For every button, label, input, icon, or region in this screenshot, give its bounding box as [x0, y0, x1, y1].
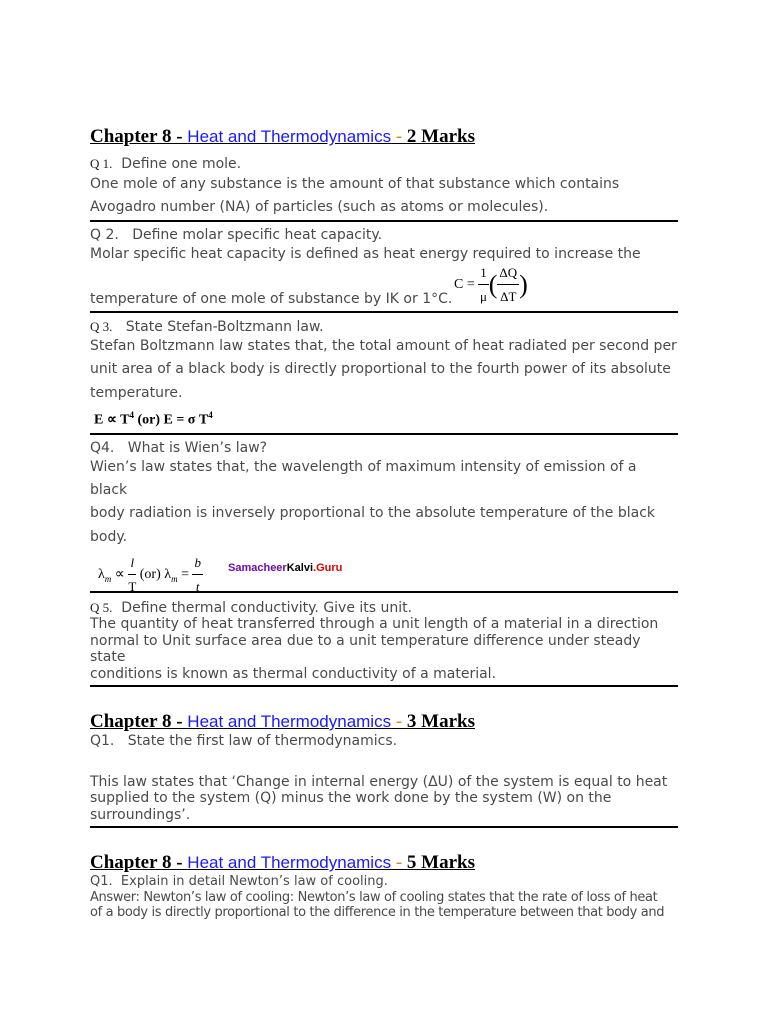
answer-line: unit area of a black body is directly proportional to the fourth power of its absolute — [90, 361, 671, 378]
chapter-heading-2-marks — [90, 126, 678, 150]
formula-fraction — [478, 261, 489, 309]
answer-line: Stefan Boltzmann law states that, the total amount of heat radiated per second per — [90, 338, 677, 355]
formula-lambda: λ — [98, 566, 105, 582]
answer — [90, 774, 678, 828]
question-block — [90, 227, 678, 314]
answer — [90, 456, 678, 593]
question-text: State the first law of thermodynamics. — [127, 732, 398, 749]
formula-or: (or) — [139, 566, 161, 582]
question-text: State Stefan-Boltzmann law. — [125, 319, 324, 336]
answer-line: This law states that ‘Change in internal energy (ΔU) of the system is equal to heat — [90, 773, 668, 790]
answer-line: normal to Unit surface area due to a unit temperature difference under steady state — [90, 632, 641, 666]
question-text: Define thermal conductivity. Give its unit. — [121, 599, 413, 616]
brand-part: Kalvi — [286, 561, 314, 574]
chapter-dash: - — [391, 126, 407, 147]
formula-part: (or) E = σ T — [133, 412, 209, 428]
chapter-prefix: Chapter 8 - — [90, 126, 188, 147]
chapter-topic-link[interactable]: Heat and Thermodynamics — [187, 711, 392, 731]
question-block — [90, 319, 678, 435]
answer — [90, 335, 678, 435]
answer — [90, 243, 678, 314]
answer — [90, 173, 678, 222]
chapter-prefix: Chapter 8 - — [90, 710, 188, 732]
answer-line: supplied to the system (Q) minus the work done by the system (W) on the — [90, 790, 612, 807]
chapter-dash: - — [391, 710, 407, 732]
question — [90, 227, 678, 243]
formula-fraction — [497, 261, 519, 309]
formula-subscript: m — [104, 573, 112, 584]
answer-line: Answer: Newton’s law of cooling: Newton’s law of cooling states that the rate of loss of heat — [90, 889, 658, 905]
brand-part: Samacheer — [228, 561, 287, 574]
formula-exponent: 4 — [129, 410, 134, 421]
answer-line: The quantity of heat transferred through a unit length of a material in a direction — [90, 615, 659, 632]
formula-numerator: 1 — [478, 261, 489, 285]
chapter-heading-3-marks — [90, 711, 678, 733]
formula-lhs: C = — [454, 276, 475, 292]
answer-line: Molar specific heat capacity is defined as heat energy required to increase the — [90, 245, 641, 262]
formula-fraction — [192, 551, 203, 599]
question-text: Define molar specific heat capacity. — [132, 226, 383, 243]
question-block — [90, 600, 678, 687]
answer-line: of a body is directly proportional to the difference in the temperature between that body and — [90, 905, 665, 921]
question — [90, 874, 678, 890]
formula-denominator: t — [195, 579, 200, 595]
question — [90, 600, 678, 616]
question-number: Q1. — [90, 873, 113, 889]
chapter-prefix: Chapter 8 - — [90, 851, 188, 873]
samacheerkalvi-logo — [228, 557, 342, 580]
answer-line: conditions is known as thermal conductivity of a material. — [90, 666, 497, 683]
formula-part: E ∝ T — [94, 412, 130, 428]
question — [90, 440, 678, 456]
formula-lambda: λ — [164, 566, 172, 582]
formula-fraction — [128, 551, 136, 599]
answer — [90, 890, 678, 921]
question-block — [90, 440, 678, 593]
molar-heat-formula: C = $\frac{1}{\mu}$ ( $\frac{\Delta Q}{\Delta T}$ ) — [454, 261, 528, 309]
answer-line: body radiation is inversely proportional to the absolute temperature of the black — [90, 505, 656, 522]
question — [90, 156, 678, 172]
question-text: What is Wien’s law? — [127, 439, 268, 456]
marks-label: 3 Marks — [406, 710, 475, 732]
formula-denominator: T — [128, 579, 137, 595]
question-number: Q 1. — [90, 156, 113, 171]
formula-subscript: m — [171, 573, 178, 584]
formula-numerator: l — [128, 551, 136, 575]
formula-exponent: 4 — [208, 410, 213, 421]
answer-line: Avogadro number (NA) of particles (such as atoms or molecules). — [90, 199, 549, 216]
chapter-dash: - — [391, 851, 407, 873]
marks-label: 2 Marks — [406, 126, 475, 147]
question-text: Define one mole. — [121, 156, 242, 172]
chapter-heading-5-marks — [90, 852, 678, 874]
answer-line: surroundings’. — [90, 807, 191, 824]
question-number: Q4. — [90, 439, 115, 456]
marks-label: 5 Marks — [406, 851, 475, 873]
formula-numerator: b — [192, 551, 203, 575]
answer-line: temperature of one mole of substance by IK or 1°C. — [90, 290, 453, 307]
formula-operator: = — [181, 566, 189, 582]
answer-line: Wien’s law states that, the wavelength of maximum intensity of emission of a black — [90, 458, 637, 499]
formula-operator: ∝ — [114, 566, 125, 582]
question-block — [90, 874, 678, 921]
formula-numerator: ΔQ — [497, 261, 519, 285]
question-text: Explain in detail Newton’s law of cooling. — [120, 873, 388, 889]
formula-denominator: ΔT — [500, 288, 517, 304]
question-number: Q 5. — [90, 599, 113, 615]
stefan-formula — [90, 405, 678, 431]
answer — [90, 616, 678, 687]
wien-formula-row — [90, 549, 678, 595]
formula-denominator: μ — [479, 288, 487, 304]
question — [90, 733, 678, 750]
brand-part: .Guru — [313, 561, 343, 574]
question — [90, 319, 678, 335]
chapter-topic-link[interactable]: Heat and Thermodynamics — [187, 127, 392, 146]
question-number: Q1. — [90, 732, 115, 749]
document-page — [90, 126, 678, 921]
wien-formula — [98, 551, 203, 599]
question-block — [90, 156, 678, 222]
question-number: Q 2. — [90, 226, 119, 243]
chapter-topic-link[interactable]: Heat and Thermodynamics — [187, 852, 392, 872]
answer-line: body. — [90, 528, 128, 545]
question-block — [90, 733, 678, 828]
answer-line: One mole of any substance is the amount of that substance which contains — [90, 176, 620, 192]
answer-line: temperature. — [90, 384, 183, 401]
question-number: Q 3. — [90, 319, 113, 335]
